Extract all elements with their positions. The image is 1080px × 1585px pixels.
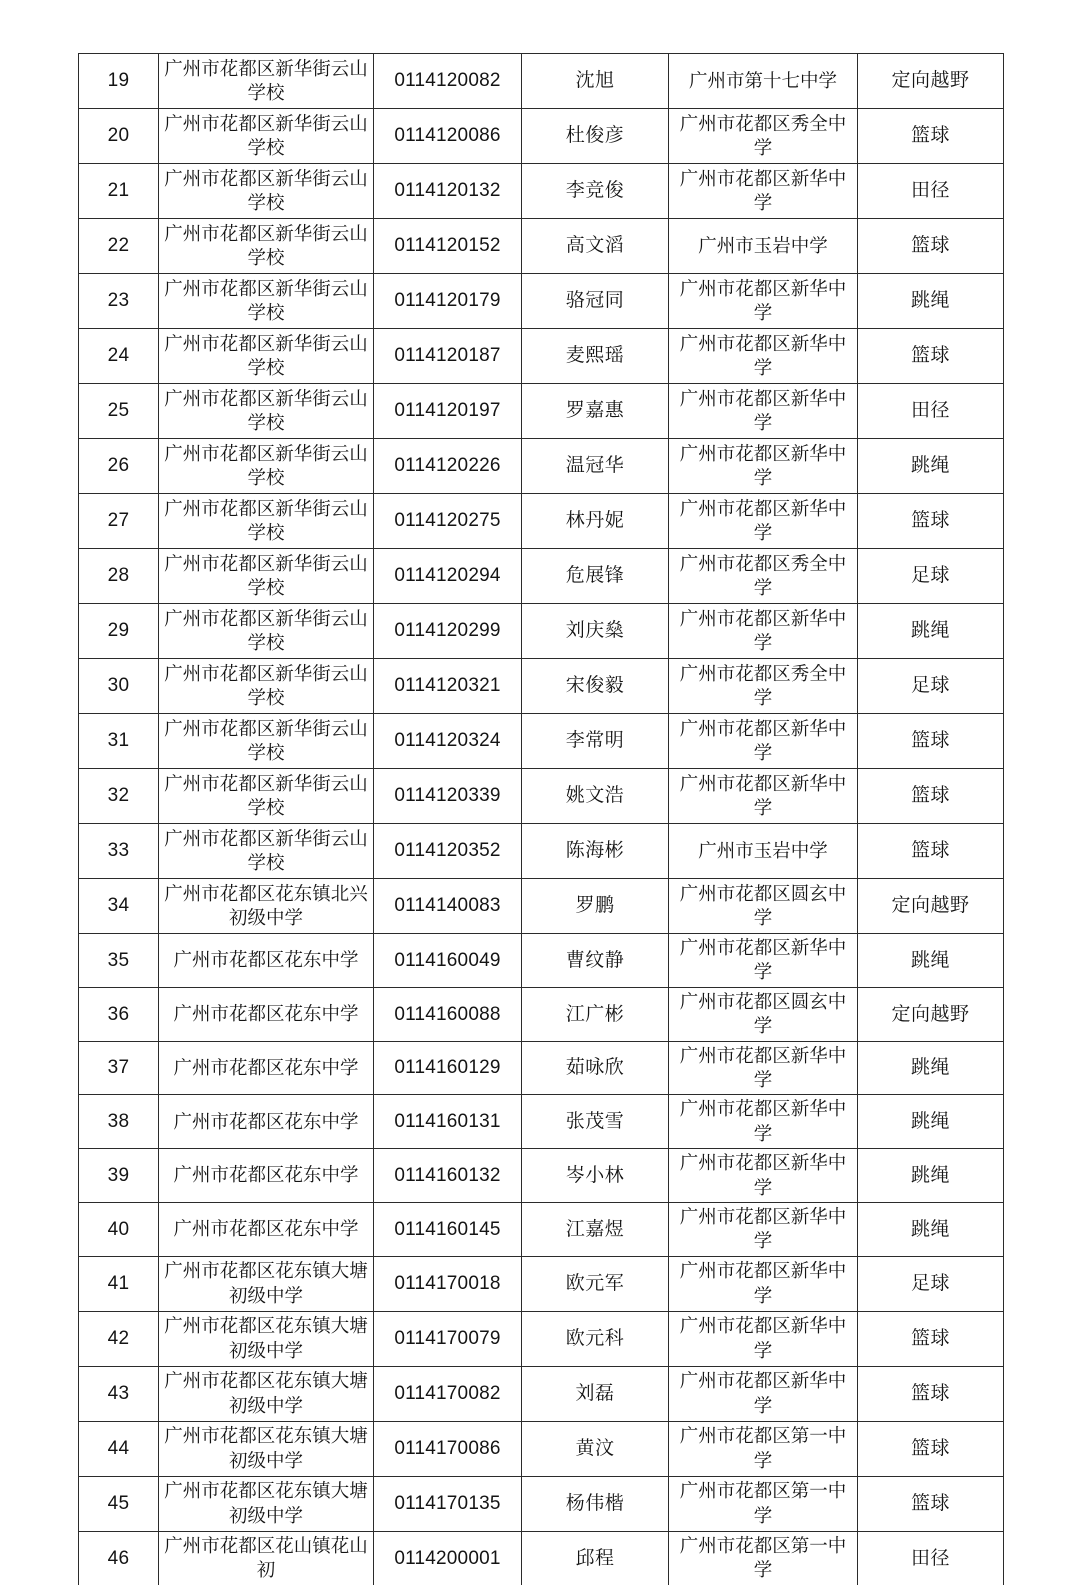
cell-name: 杜俊彦 (522, 109, 669, 164)
cell-name: 陈海彬 (522, 824, 669, 879)
cell-sport: 足球 (858, 659, 1004, 714)
cell-name: 江嘉煜 (522, 1203, 669, 1257)
cell-school: 广州市花都区花东镇大塘初级中学 (159, 1311, 374, 1366)
cell-name: 姚文浩 (522, 769, 669, 824)
cell-id: 0114170086 (374, 1421, 522, 1476)
cell-id: 0114120299 (374, 604, 522, 659)
cell-sport: 篮球 (858, 1366, 1004, 1421)
cell-school: 广州市花都区新华街云山学校 (159, 549, 374, 604)
cell-name: 高文滔 (522, 219, 669, 274)
cell-name: 张茂雪 (522, 1095, 669, 1149)
cell-name: 温冠华 (522, 439, 669, 494)
cell-school: 广州市花都区花山镇花山初 (159, 1531, 374, 1584)
cell-id: 0114120187 (374, 329, 522, 384)
cell-school: 广州市花都区花东中学 (159, 1041, 374, 1095)
cell-school: 广州市花都区新华街云山学校 (159, 604, 374, 659)
table-row (79, 824, 1004, 879)
cell-index: 41 (79, 1256, 159, 1311)
cell-sport: 篮球 (858, 109, 1004, 164)
cell-id: 0114120339 (374, 769, 522, 824)
cell-school: 广州市花都区新华街云山学校 (159, 329, 374, 384)
table-row (79, 219, 1004, 274)
table-row (79, 714, 1004, 769)
table-row (79, 384, 1004, 439)
cell-target: 广州市花都区新华中学 (669, 494, 858, 549)
cell-id: 0114160132 (374, 1149, 522, 1203)
cell-id: 0114120226 (374, 439, 522, 494)
cell-index: 45 (79, 1476, 159, 1531)
table-row (79, 329, 1004, 384)
cell-sport: 足球 (858, 1256, 1004, 1311)
cell-school: 广州市花都区花东镇大塘初级中学 (159, 1256, 374, 1311)
cell-target: 广州市花都区新华中学 (669, 329, 858, 384)
cell-target: 广州市花都区新华中学 (669, 439, 858, 494)
cell-school: 广州市花都区新华街云山学校 (159, 384, 374, 439)
cell-index: 46 (79, 1531, 159, 1584)
cell-target: 广州市花都区新华中学 (669, 1095, 858, 1149)
cell-name: 麦熙瑶 (522, 329, 669, 384)
cell-name: 欧元军 (522, 1256, 669, 1311)
cell-sport: 跳绳 (858, 1149, 1004, 1203)
cell-target: 广州市花都区新华中学 (669, 1041, 858, 1095)
cell-target: 广州市花都区新华中学 (669, 384, 858, 439)
cell-name: 黄汶 (522, 1421, 669, 1476)
cell-id: 0114160049 (374, 934, 522, 988)
cell-index: 42 (79, 1311, 159, 1366)
cell-target: 广州市花都区新华中学 (669, 1203, 858, 1257)
cell-name: 罗鹏 (522, 879, 669, 934)
cell-school: 广州市花都区花东中学 (159, 1095, 374, 1149)
cell-target: 广州市花都区新华中学 (669, 274, 858, 329)
cell-target: 广州市花都区新华中学 (669, 164, 858, 219)
cell-index: 27 (79, 494, 159, 549)
table-row (79, 549, 1004, 604)
cell-school: 广州市花都区新华街云山学校 (159, 109, 374, 164)
cell-sport: 定向越野 (858, 54, 1004, 109)
table-row (79, 934, 1004, 988)
cell-sport: 跳绳 (858, 439, 1004, 494)
roster-table (78, 53, 1004, 1585)
cell-sport: 篮球 (858, 1421, 1004, 1476)
cell-id: 0114170018 (374, 1256, 522, 1311)
table-row (79, 1256, 1004, 1311)
cell-target: 广州市花都区第一中学 (669, 1476, 858, 1531)
cell-school: 广州市花都区花东镇大塘初级中学 (159, 1476, 374, 1531)
cell-index: 19 (79, 54, 159, 109)
cell-sport: 跳绳 (858, 274, 1004, 329)
cell-target: 广州市花都区新华中学 (669, 604, 858, 659)
roster-sheet (78, 53, 1003, 1585)
cell-index: 37 (79, 1041, 159, 1095)
cell-sport: 田径 (858, 164, 1004, 219)
cell-index: 33 (79, 824, 159, 879)
cell-sport: 足球 (858, 549, 1004, 604)
cell-target: 广州市第十七中学 (669, 54, 858, 109)
cell-sport: 跳绳 (858, 1041, 1004, 1095)
cell-target: 广州市玉岩中学 (669, 219, 858, 274)
table-row (79, 1366, 1004, 1421)
cell-sport: 跳绳 (858, 604, 1004, 659)
cell-school: 广州市花都区新华街云山学校 (159, 714, 374, 769)
cell-index: 40 (79, 1203, 159, 1257)
cell-target: 广州市花都区第一中学 (669, 1421, 858, 1476)
table-row (79, 1203, 1004, 1257)
table-row (79, 987, 1004, 1041)
cell-id: 0114160088 (374, 987, 522, 1041)
roster-table-body (79, 54, 1004, 1585)
table-row (79, 769, 1004, 824)
cell-school: 广州市花都区花东中学 (159, 934, 374, 988)
cell-sport: 篮球 (858, 824, 1004, 879)
cell-index: 44 (79, 1421, 159, 1476)
cell-name: 刘磊 (522, 1366, 669, 1421)
cell-sport: 跳绳 (858, 934, 1004, 988)
cell-name: 刘庆燊 (522, 604, 669, 659)
cell-sport: 篮球 (858, 329, 1004, 384)
cell-school: 广州市花都区花东镇大塘初级中学 (159, 1421, 374, 1476)
cell-school: 广州市花都区新华街云山学校 (159, 274, 374, 329)
cell-id: 0114170135 (374, 1476, 522, 1531)
cell-school: 广州市花都区花东镇大塘初级中学 (159, 1366, 374, 1421)
cell-target: 广州市花都区秀全中学 (669, 549, 858, 604)
cell-target: 广州市花都区圆玄中学 (669, 987, 858, 1041)
cell-name: 欧元科 (522, 1311, 669, 1366)
cell-id: 0114160145 (374, 1203, 522, 1257)
cell-id: 0114120179 (374, 274, 522, 329)
cell-target: 广州市花都区秀全中学 (669, 109, 858, 164)
table-row (79, 604, 1004, 659)
cell-school: 广州市花都区新华街云山学校 (159, 769, 374, 824)
cell-sport: 田径 (858, 384, 1004, 439)
cell-id: 0114200001 (374, 1531, 522, 1584)
table-row (79, 164, 1004, 219)
cell-target: 广州市花都区新华中学 (669, 714, 858, 769)
cell-index: 30 (79, 659, 159, 714)
cell-target: 广州市花都区圆玄中学 (669, 879, 858, 934)
cell-id: 0114160129 (374, 1041, 522, 1095)
table-row (79, 1311, 1004, 1366)
cell-index: 35 (79, 934, 159, 988)
cell-id: 0114120197 (374, 384, 522, 439)
cell-name: 骆冠同 (522, 274, 669, 329)
cell-index: 39 (79, 1149, 159, 1203)
cell-name: 宋俊毅 (522, 659, 669, 714)
cell-sport: 篮球 (858, 769, 1004, 824)
cell-name: 沈旭 (522, 54, 669, 109)
cell-name: 林丹妮 (522, 494, 669, 549)
cell-school: 广州市花都区新华街云山学校 (159, 54, 374, 109)
cell-index: 26 (79, 439, 159, 494)
cell-sport: 篮球 (858, 494, 1004, 549)
table-row (79, 109, 1004, 164)
cell-target: 广州市花都区第一中学 (669, 1531, 858, 1584)
cell-sport: 篮球 (858, 1476, 1004, 1531)
table-row (79, 1476, 1004, 1531)
cell-index: 43 (79, 1366, 159, 1421)
cell-school: 广州市花都区花东镇北兴初级中学 (159, 879, 374, 934)
cell-index: 29 (79, 604, 159, 659)
table-row (79, 439, 1004, 494)
cell-name: 罗嘉惠 (522, 384, 669, 439)
cell-sport: 定向越野 (858, 987, 1004, 1041)
cell-id: 0114170082 (374, 1366, 522, 1421)
cell-sport: 篮球 (858, 714, 1004, 769)
cell-name: 江广彬 (522, 987, 669, 1041)
cell-sport: 田径 (858, 1531, 1004, 1584)
cell-index: 28 (79, 549, 159, 604)
cell-id: 0114120352 (374, 824, 522, 879)
cell-school: 广州市花都区新华街云山学校 (159, 164, 374, 219)
table-row (79, 879, 1004, 934)
cell-school: 广州市花都区新华街云山学校 (159, 439, 374, 494)
cell-index: 38 (79, 1095, 159, 1149)
table-row (79, 494, 1004, 549)
cell-id: 0114120275 (374, 494, 522, 549)
cell-school: 广州市花都区花东中学 (159, 1203, 374, 1257)
table-row (79, 54, 1004, 109)
cell-id: 0114120086 (374, 109, 522, 164)
table-row (79, 1421, 1004, 1476)
cell-index: 36 (79, 987, 159, 1041)
cell-id: 0114120082 (374, 54, 522, 109)
cell-name: 李常明 (522, 714, 669, 769)
cell-sport: 篮球 (858, 1311, 1004, 1366)
cell-id: 0114120132 (374, 164, 522, 219)
cell-index: 24 (79, 329, 159, 384)
cell-name: 茹咏欣 (522, 1041, 669, 1095)
cell-index: 23 (79, 274, 159, 329)
cell-school: 广州市花都区新华街云山学校 (159, 659, 374, 714)
cell-target: 广州市花都区新华中学 (669, 769, 858, 824)
cell-id: 0114120294 (374, 549, 522, 604)
table-row (79, 1041, 1004, 1095)
cell-sport: 跳绳 (858, 1095, 1004, 1149)
cell-school: 广州市花都区新华街云山学校 (159, 219, 374, 274)
cell-id: 0114140083 (374, 879, 522, 934)
cell-index: 20 (79, 109, 159, 164)
cell-target: 广州市花都区秀全中学 (669, 659, 858, 714)
table-row (79, 1531, 1004, 1584)
cell-school: 广州市花都区新华街云山学校 (159, 494, 374, 549)
cell-target: 广州市花都区新华中学 (669, 934, 858, 988)
cell-school: 广州市花都区新华街云山学校 (159, 824, 374, 879)
cell-index: 22 (79, 219, 159, 274)
cell-id: 0114120321 (374, 659, 522, 714)
cell-name: 曹纹静 (522, 934, 669, 988)
cell-index: 25 (79, 384, 159, 439)
cell-target: 广州市花都区新华中学 (669, 1149, 858, 1203)
table-row (79, 659, 1004, 714)
cell-id: 0114120152 (374, 219, 522, 274)
cell-id: 0114160131 (374, 1095, 522, 1149)
cell-id: 0114170079 (374, 1311, 522, 1366)
cell-name: 邱程 (522, 1531, 669, 1584)
cell-school: 广州市花都区花东中学 (159, 987, 374, 1041)
cell-name: 岑小林 (522, 1149, 669, 1203)
cell-name: 危展锋 (522, 549, 669, 604)
cell-name: 杨伟楷 (522, 1476, 669, 1531)
cell-index: 32 (79, 769, 159, 824)
cell-index: 21 (79, 164, 159, 219)
cell-target: 广州市花都区新华中学 (669, 1311, 858, 1366)
table-row (79, 1149, 1004, 1203)
table-row (79, 274, 1004, 329)
cell-id: 0114120324 (374, 714, 522, 769)
cell-school: 广州市花都区花东中学 (159, 1149, 374, 1203)
cell-target: 广州市玉岩中学 (669, 824, 858, 879)
cell-index: 31 (79, 714, 159, 769)
cell-sport: 跳绳 (858, 1203, 1004, 1257)
cell-index: 34 (79, 879, 159, 934)
cell-sport: 定向越野 (858, 879, 1004, 934)
table-row (79, 1095, 1004, 1149)
cell-name: 李竞俊 (522, 164, 669, 219)
cell-target: 广州市花都区新华中学 (669, 1366, 858, 1421)
cell-sport: 篮球 (858, 219, 1004, 274)
cell-target: 广州市花都区新华中学 (669, 1256, 858, 1311)
